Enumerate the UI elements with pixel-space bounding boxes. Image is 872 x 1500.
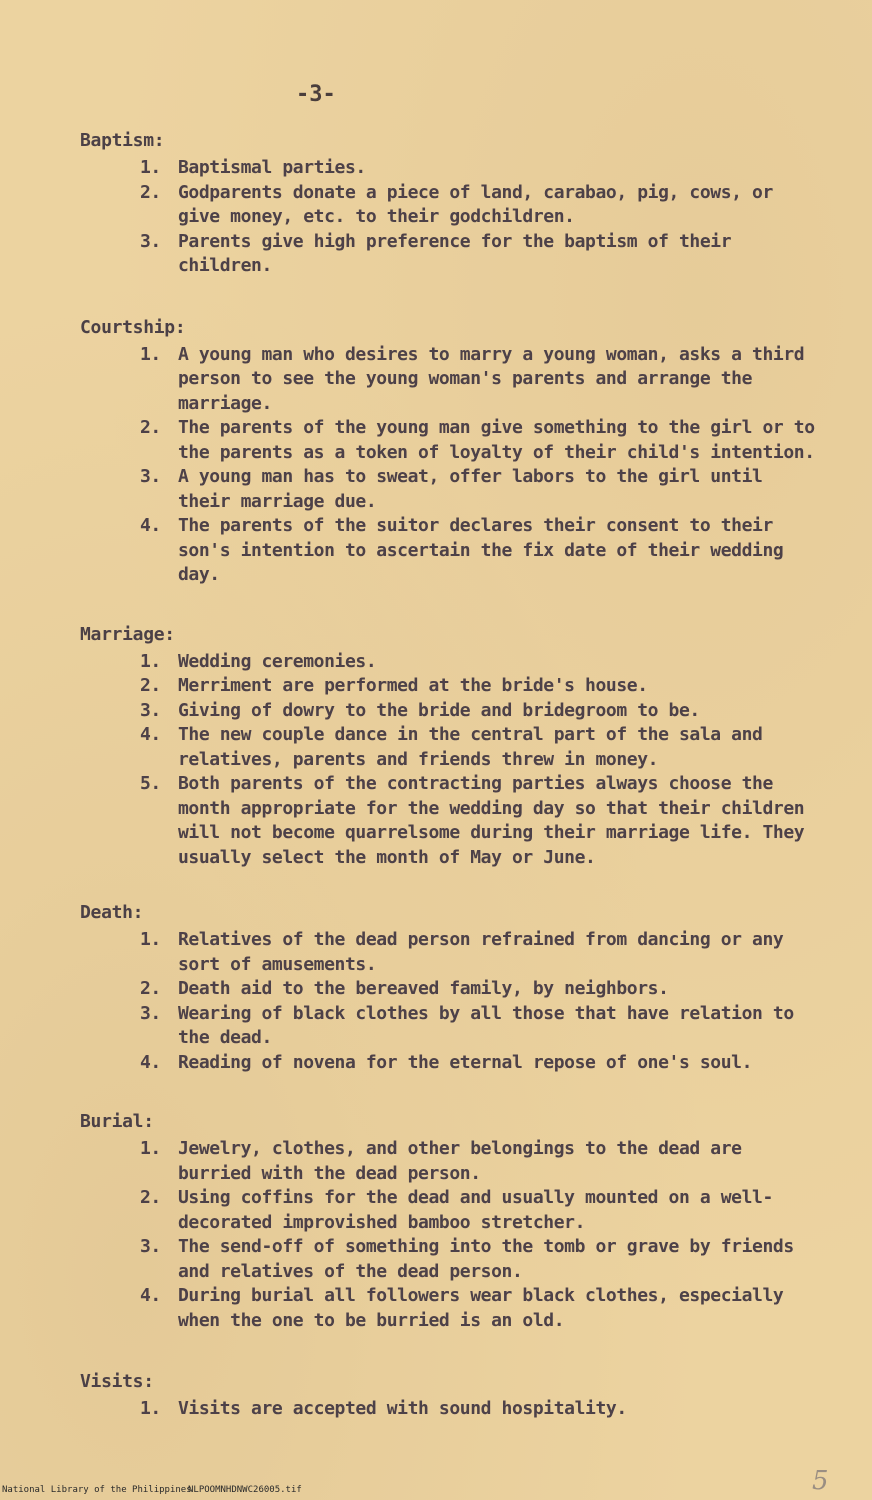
item-number: 3.	[140, 1236, 161, 1257]
page-number: -3-	[296, 82, 336, 107]
item-text: Visits are accepted with sound hospitality.	[178, 1398, 627, 1419]
list-item	[140, 465, 820, 514]
item-number: 5.	[140, 773, 161, 794]
list-item	[140, 1284, 820, 1333]
list-item	[140, 1051, 820, 1076]
item-list	[80, 343, 820, 588]
item-number: 1.	[140, 929, 161, 950]
section-heading: Baptism:	[80, 130, 165, 151]
item-list	[80, 928, 820, 1075]
list-item	[140, 1397, 820, 1422]
item-text: Relatives of the dead person refrained from dancing or any sort of amusements.	[178, 929, 784, 975]
list-item	[140, 156, 820, 181]
list-item	[140, 181, 820, 230]
item-text: Merriment are performed at the bride's house.	[178, 675, 648, 696]
list-item	[140, 723, 820, 772]
item-number: 1.	[140, 650, 161, 672]
item-list	[80, 1397, 820, 1422]
list-item	[140, 1002, 820, 1051]
footer-source: National Library of the Philippines	[2, 1485, 192, 1495]
item-number: 2.	[140, 978, 161, 999]
section-burial	[80, 1109, 820, 1333]
document-body	[80, 128, 820, 1422]
item-text: Giving of dowry to the bride and bridegroom to be.	[178, 699, 700, 721]
item-number: 4.	[140, 1051, 161, 1073]
list-item	[140, 928, 820, 977]
section-heading: Burial:	[80, 1111, 154, 1132]
list-item	[140, 1137, 820, 1186]
section-visits	[80, 1369, 820, 1422]
item-number: 1.	[140, 343, 161, 365]
item-text: Death aid to the bereaved family, by neighbors.	[178, 978, 669, 999]
footer-filename: NLPOOMNHDNWC26005.tif	[188, 1485, 302, 1495]
item-number: 2.	[140, 675, 161, 696]
item-number: 4.	[140, 1285, 161, 1306]
section-baptism	[80, 128, 820, 279]
list-item	[140, 343, 820, 417]
item-text: Wearing of black clothes by all those that have relation to the dead.	[178, 1002, 794, 1048]
section-heading: Death:	[80, 902, 144, 923]
item-text: The parents of the young man give something to the girl or to the parents as a token of loyalty of their child's intention.	[178, 417, 815, 463]
item-number: 1.	[140, 1138, 161, 1159]
item-number: 1.	[140, 157, 161, 178]
item-number: 2.	[140, 181, 161, 203]
item-list	[80, 650, 820, 871]
item-text: Using coffins for the dead and usually mounted on a well-decorated improvished bamboo stretcher.	[178, 1187, 773, 1233]
item-number: 2.	[140, 1187, 161, 1208]
list-item	[140, 1235, 820, 1284]
list-item	[140, 977, 820, 1002]
item-text: The parents of the suitor declares their consent to their son's intention to ascertain the fix date of their wedding day.	[178, 515, 784, 585]
list-item	[140, 674, 820, 699]
section-marriage	[80, 622, 820, 871]
item-number: 4.	[140, 724, 161, 745]
list-item	[140, 1186, 820, 1235]
item-number: 4.	[140, 515, 161, 536]
section-death	[80, 900, 820, 1075]
item-text: Reading of novena for the eternal repose of one's soul.	[178, 1051, 753, 1073]
section-heading: Courtship:	[80, 316, 186, 338]
list-item	[140, 650, 820, 675]
item-text: The send-off of something into the tomb or grave by friends and relatives of the dead person.	[178, 1236, 794, 1282]
list-item	[140, 699, 820, 724]
item-list	[80, 156, 820, 279]
item-text: Wedding ceremonies.	[178, 650, 377, 672]
item-number: 3.	[140, 1002, 161, 1024]
item-list	[80, 1137, 820, 1333]
item-text: The new couple dance in the central part of the sala and relatives, parents and friends threw in money.	[178, 724, 763, 770]
section-heading: Marriage:	[80, 623, 175, 645]
item-text: During burial all followers wear black clothes, especially when the one to be burried is an old.	[178, 1285, 784, 1331]
item-text: Godparents donate a piece of land, carabao, pig, cows, or give money, etc. to their godchildren.	[178, 181, 773, 227]
item-text: Parents give high preference for the baptism of their children.	[178, 230, 732, 276]
item-number: 1.	[140, 1398, 161, 1419]
list-item	[140, 514, 820, 588]
item-number: 2.	[140, 417, 161, 438]
item-number: 3.	[140, 699, 161, 721]
item-text: A young man who desires to marry a young woman, asks a third person to see the young woman's parents and arrange the marriage.	[178, 343, 805, 414]
handwritten-page-mark: 5	[812, 1466, 829, 1496]
item-text: Both parents of the contracting parties always choose the month appropriate for the wedding day so that their children will not become quarrelsome during their marriage life. They usually select the month of May or June.	[178, 773, 805, 868]
list-item	[140, 416, 820, 465]
item-text: Baptismal parties.	[178, 157, 366, 178]
list-item	[140, 772, 820, 870]
section-courtship	[80, 315, 820, 588]
list-item	[140, 230, 820, 279]
section-heading: Visits:	[80, 1371, 154, 1392]
item-text: Jewelry, clothes, and other belongings to the dead are burried with the dead person.	[178, 1138, 742, 1184]
item-number: 3.	[140, 466, 161, 487]
item-text: A young man has to sweat, offer labors to the girl until their marriage due.	[178, 466, 763, 512]
item-number: 3.	[140, 230, 161, 252]
